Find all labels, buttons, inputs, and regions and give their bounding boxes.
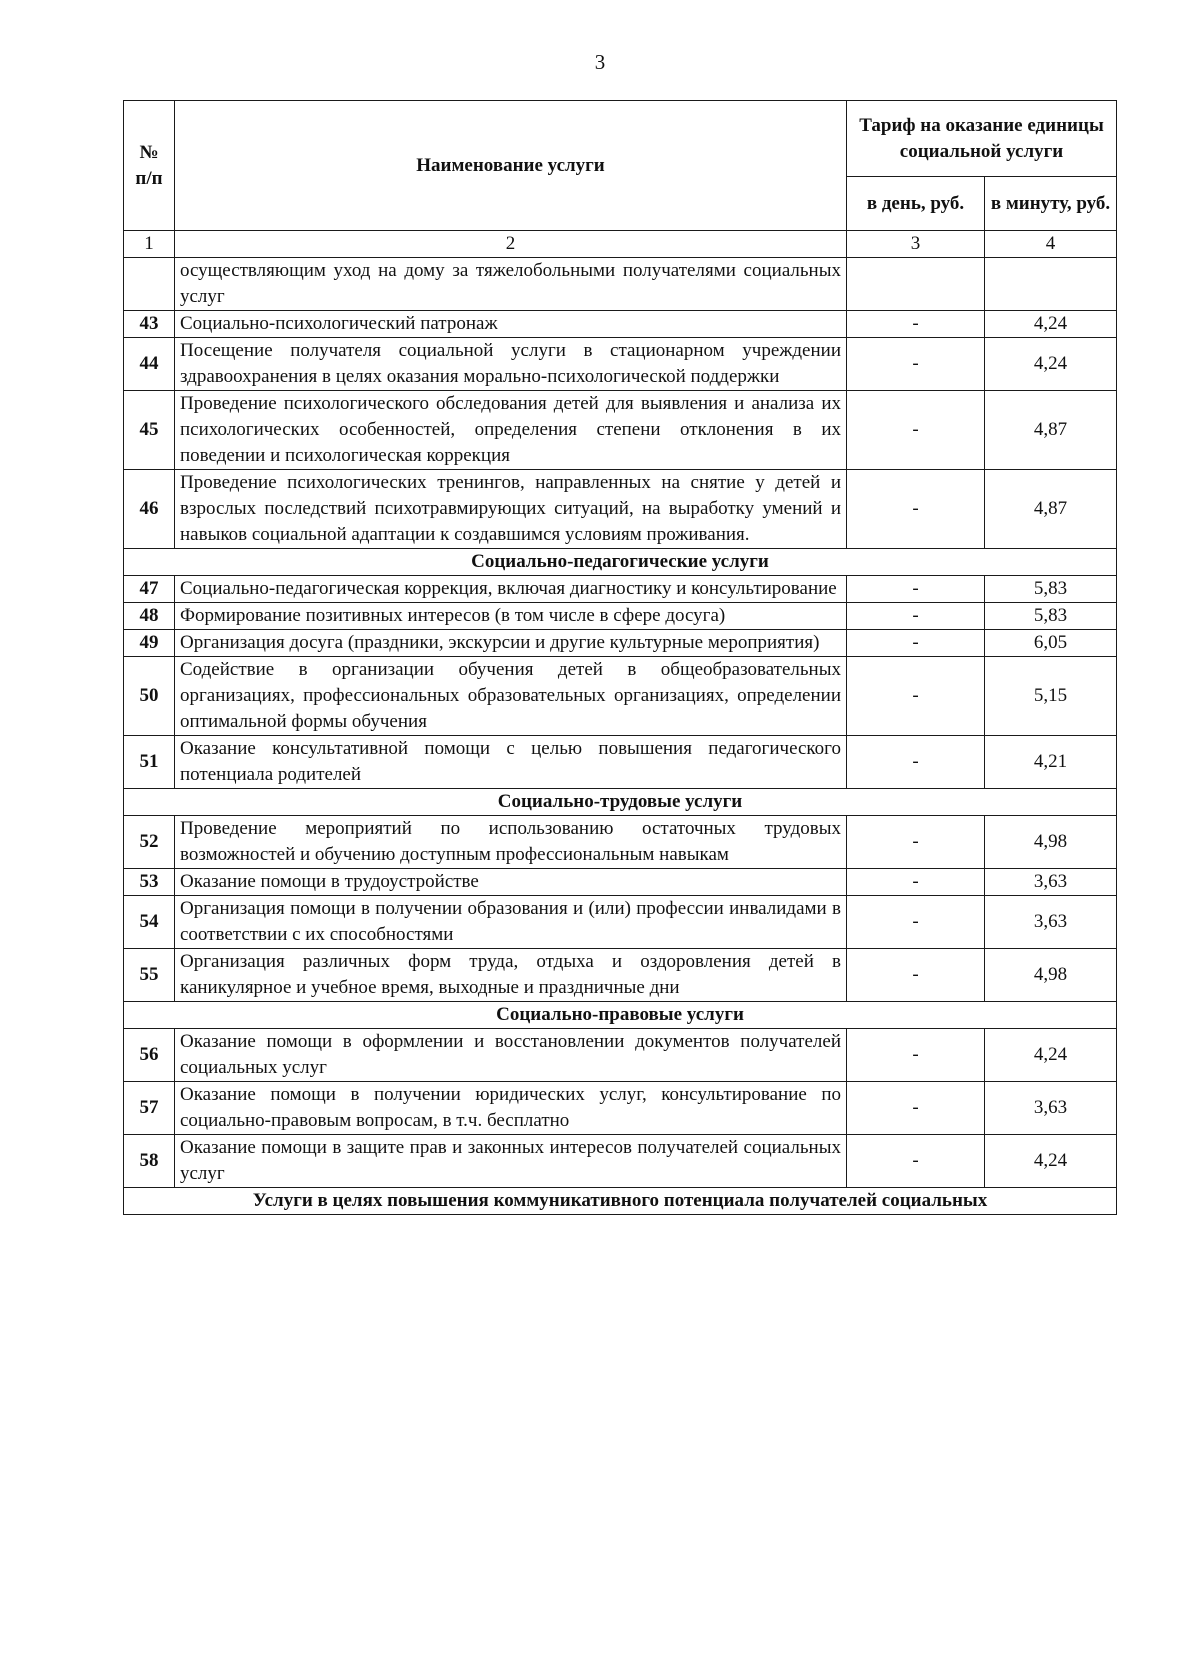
row-number: 48 <box>124 603 175 630</box>
table-row <box>124 1082 1117 1135</box>
service-name: Социально-педагогическая коррекция, включая диагностику и консультирование <box>175 576 847 603</box>
section-header-row <box>124 1188 1117 1215</box>
table-row <box>124 470 1117 549</box>
service-name: Социально-психологический патронаж <box>175 311 847 338</box>
table-row <box>124 896 1117 949</box>
tariff-per-minute: 4,24 <box>985 311 1117 338</box>
tariff-per-minute: 4,24 <box>985 1135 1117 1188</box>
section-title: Социально-педагогические услуги <box>124 549 1117 576</box>
tariff-per-minute <box>985 258 1117 311</box>
service-name: Организация различных форм труда, отдыха и оздоровления детей в каникулярное и учебное время, выходные и праздничные дни <box>175 949 847 1002</box>
header-per-day: в день, руб. <box>847 177 985 231</box>
tariff-per-day: - <box>847 391 985 470</box>
tariff-per-minute: 3,63 <box>985 869 1117 896</box>
table-row <box>124 1135 1117 1188</box>
header-per-minute: в минуту, руб. <box>985 177 1117 231</box>
table-row <box>124 338 1117 391</box>
table-row <box>124 576 1117 603</box>
tariff-table <box>123 100 1117 1215</box>
tariff-per-day: - <box>847 869 985 896</box>
section-title: Услуги в целях повышения коммуникативного потенциала получателей социальных <box>124 1188 1117 1215</box>
tariff-per-minute: 4,98 <box>985 949 1117 1002</box>
tariff-per-day: - <box>847 1135 985 1188</box>
section-header-row <box>124 1002 1117 1029</box>
row-number: 46 <box>124 470 175 549</box>
tariff-per-day: - <box>847 630 985 657</box>
service-name: Оказание консультативной помощи с целью повышения педагогического потенциала родителей <box>175 736 847 789</box>
table-row <box>124 657 1117 736</box>
row-number: 51 <box>124 736 175 789</box>
service-name: Содействие в организации обучения детей в общеобразовательных организациях, профессиональных образовательных организациях, определении оптимальной формы обучения <box>175 657 847 736</box>
tariff-per-day: - <box>847 338 985 391</box>
service-name: Организация досуга (праздники, экскурсии и другие культурные мероприятия) <box>175 630 847 657</box>
row-number: 58 <box>124 1135 175 1188</box>
tariff-per-minute: 6,05 <box>985 630 1117 657</box>
row-number: 44 <box>124 338 175 391</box>
column-number: 3 <box>847 231 985 258</box>
table-row <box>124 603 1117 630</box>
tariff-per-minute: 5,15 <box>985 657 1117 736</box>
tariff-per-minute: 3,63 <box>985 896 1117 949</box>
tariff-per-minute: 4,24 <box>985 1029 1117 1082</box>
table-row <box>124 816 1117 869</box>
service-name: Формирование позитивных интересов (в том числе в сфере досуга) <box>175 603 847 630</box>
table-row <box>124 311 1117 338</box>
service-name: осуществляющим уход на дому за тяжелобольными получателями социальных услуг <box>175 258 847 311</box>
tariff-per-day <box>847 258 985 311</box>
service-name: Оказание помощи в оформлении и восстановлении документов получателей социальных услуг <box>175 1029 847 1082</box>
tariff-per-minute: 5,83 <box>985 576 1117 603</box>
table-row <box>124 949 1117 1002</box>
row-number: 57 <box>124 1082 175 1135</box>
row-number: 50 <box>124 657 175 736</box>
row-number: 52 <box>124 816 175 869</box>
header-name: Наименование услуги <box>175 101 847 231</box>
tariff-per-minute: 4,87 <box>985 391 1117 470</box>
table-row <box>124 391 1117 470</box>
tariff-per-day: - <box>847 949 985 1002</box>
service-name: Оказание помощи в защите прав и законных интересов получателей социальных услуг <box>175 1135 847 1188</box>
service-name: Проведение психологических тренингов, направленных на снятие у детей и взрослых последствий психотравмирующих ситуаций, на выработку умений и навыков социальной адаптации к создавшимся условиям проживания. <box>175 470 847 549</box>
section-header-row <box>124 549 1117 576</box>
tariff-per-day: - <box>847 576 985 603</box>
tariff-per-day: - <box>847 816 985 869</box>
table-row <box>124 258 1117 311</box>
page-number: 3 <box>594 50 606 74</box>
service-name: Организация помощи в получении образования и (или) профессии инвалидами в соответствии с их способностями <box>175 896 847 949</box>
header-num: № п/п <box>124 101 175 231</box>
tariff-per-day: - <box>847 470 985 549</box>
service-name: Проведение мероприятий по использованию остаточных трудовых возможностей и обучению доступным профессиональным навыкам <box>175 816 847 869</box>
tariff-per-minute: 3,63 <box>985 1082 1117 1135</box>
tariff-per-day: - <box>847 896 985 949</box>
service-name: Оказание помощи в трудоустройстве <box>175 869 847 896</box>
service-name: Оказание помощи в получении юридических услуг, консультирование по социально-правовым вопросам, в т.ч. бесплатно <box>175 1082 847 1135</box>
section-title: Социально-трудовые услуги <box>124 789 1117 816</box>
column-number: 4 <box>985 231 1117 258</box>
row-number: 56 <box>124 1029 175 1082</box>
tariff-per-day: - <box>847 311 985 338</box>
tariff-per-day: - <box>847 1029 985 1082</box>
tariff-per-day: - <box>847 1082 985 1135</box>
row-number: 43 <box>124 311 175 338</box>
row-number: 49 <box>124 630 175 657</box>
table-row <box>124 630 1117 657</box>
tariff-per-minute: 4,21 <box>985 736 1117 789</box>
row-number: 47 <box>124 576 175 603</box>
table-row <box>124 736 1117 789</box>
tariff-per-day: - <box>847 657 985 736</box>
tariff-per-day: - <box>847 736 985 789</box>
row-number: 55 <box>124 949 175 1002</box>
section-title: Социально-правовые услуги <box>124 1002 1117 1029</box>
row-number: 45 <box>124 391 175 470</box>
service-name: Проведение психологического обследования детей для выявления и анализа их психологических особенностей, определения степени отклонения в их поведении и психологическая коррекция <box>175 391 847 470</box>
tariff-per-minute: 5,83 <box>985 603 1117 630</box>
column-number: 1 <box>124 231 175 258</box>
row-number <box>124 258 175 311</box>
table-row <box>124 1029 1117 1082</box>
tariff-per-minute: 4,24 <box>985 338 1117 391</box>
header-tariff: Тариф на оказание единицы социальной услуги <box>847 101 1117 177</box>
service-name: Посещение получателя социальной услуги в стационарном учреждении здравоохранения в целях оказания морально-психологической поддержки <box>175 338 847 391</box>
section-header-row <box>124 789 1117 816</box>
tariff-per-day: - <box>847 603 985 630</box>
column-number-row <box>124 231 1117 258</box>
row-number: 54 <box>124 896 175 949</box>
tariff-per-minute: 4,87 <box>985 470 1117 549</box>
table-row <box>124 869 1117 896</box>
tariff-per-minute: 4,98 <box>985 816 1117 869</box>
column-number: 2 <box>175 231 847 258</box>
row-number: 53 <box>124 869 175 896</box>
